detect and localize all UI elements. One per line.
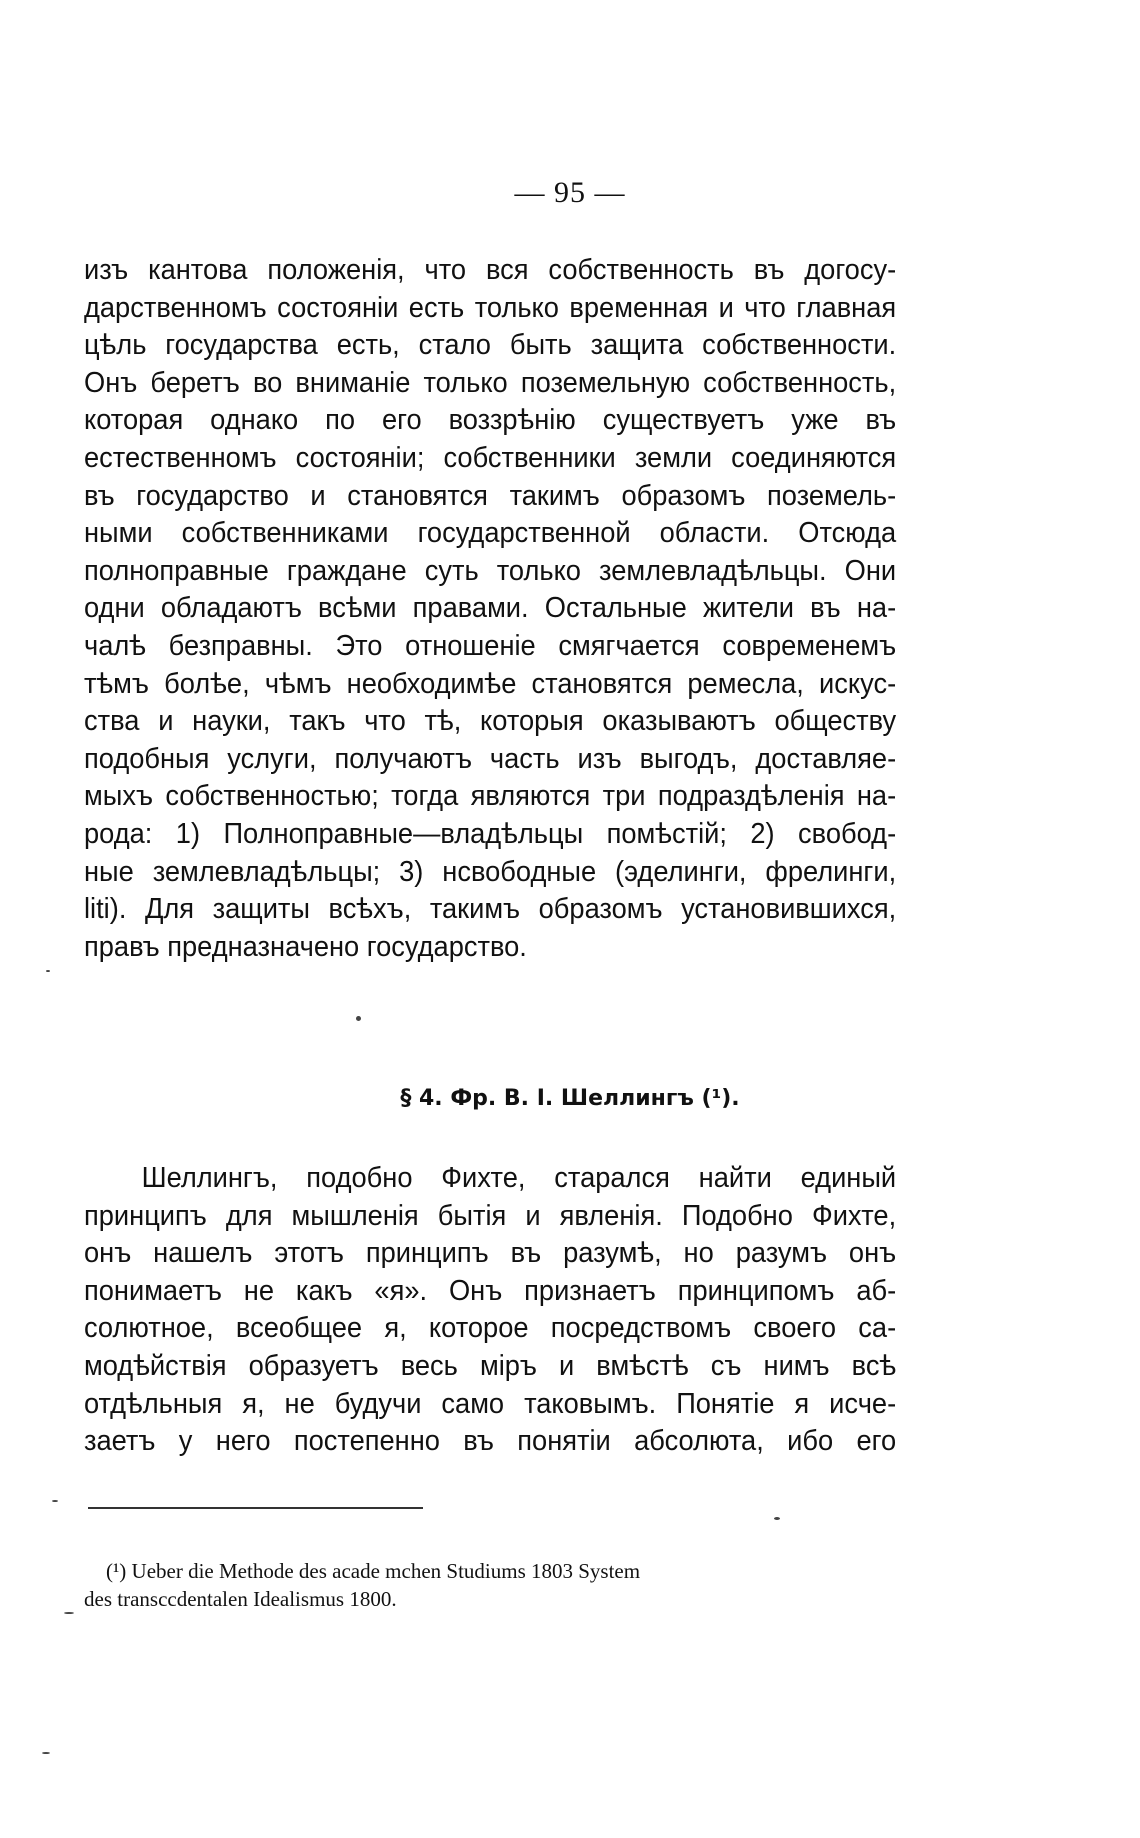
text-line: ства и науки, такъ что тѣ, которыя оказываютъ обществу	[84, 705, 897, 738]
page-number: — 95 —	[514, 176, 626, 209]
text-line: модѣйствія образуетъ весь міръ и вмѣстѣ съ нимъ всѣ	[84, 1349, 897, 1382]
text-line: мыхъ собственностью; тогда являются три подраздѣленія на-	[84, 780, 897, 813]
text-line: рода: 1) Полноправные—владѣльцы помѣстій; 2) свобод-	[84, 817, 897, 850]
text-line: дарственномъ состояніи есть только временная и что главная	[84, 291, 897, 324]
text-line: заетъ у него постепенно въ понятіи абсолюта, ибо его	[84, 1425, 897, 1458]
text-line: цѣль государства есть, стало быть защита собственности.	[84, 329, 897, 362]
text-line: Шеллингъ, подобно Фихте, старался найти единый	[141, 1162, 897, 1194]
text-line: естественномъ состояніи; собственники земли соединяются	[84, 441, 897, 474]
text-line: солютное, всеобщее я, которое посредствомъ своего са-	[84, 1312, 897, 1345]
footnote-line: des transcсdentalen Idealismus 1800.	[84, 1587, 397, 1611]
text-line: тѣмъ болѣе, чѣмъ необходимѣе становятся ремесла, искус-	[84, 667, 897, 700]
text-line: онъ нашелъ этотъ принципъ въ разумѣ, но разумъ онъ	[84, 1237, 897, 1270]
footnote	[84, 1557, 930, 1613]
print-speck	[774, 1517, 780, 1520]
print-speck	[52, 1500, 58, 1502]
print-speck	[46, 970, 50, 972]
text-line: ные землевладѣльцы; 3) нсвободные (эделинги, фрелинги,	[84, 855, 897, 888]
text-line: понимаетъ не какъ «я». Онъ признаетъ принципомъ аб-	[84, 1274, 897, 1307]
text-line: отдѣльныя я, не будучи само таковымъ. Понятіе я исче-	[84, 1387, 897, 1420]
print-speck	[64, 1612, 74, 1614]
print-speck	[356, 1016, 361, 1021]
text-line: въ государство и становятся такимъ образомъ поземель-	[84, 479, 897, 512]
text-line: Онъ беретъ во вниманіе только поземельную собственность,	[84, 366, 897, 399]
text-line: чалѣ безправны. Это отношеніе смягчается современемъ	[84, 629, 897, 662]
text-line: liti). Для защиты всѣхъ, такимъ образомъ установившихся,	[84, 893, 897, 926]
paragraph-schelling	[84, 1160, 896, 1461]
text-line: одни обладаютъ всѣми правами. Остальные жители въ на-	[84, 592, 897, 625]
text-line: изъ кантова положенія, что вся собственность въ догосу-	[84, 254, 897, 286]
text-line: правъ предназначено государство.	[84, 930, 527, 963]
section-heading	[0, 1086, 1140, 1111]
footnote-line: (¹) Ueber die Methode des acade mchen Studiums 1803 System	[106, 1559, 641, 1583]
footnote-reference: (¹).	[701, 1086, 740, 1111]
text-line: подобныя услуги, получаютъ часть изъ выгодъ, доставляе-	[84, 742, 897, 775]
footnote-divider	[88, 1507, 423, 1509]
print-speck	[42, 1752, 50, 1754]
text-line: принципъ для мышленія бытія и явленія. Подобно Фихте,	[84, 1199, 897, 1232]
text-line: полноправные граждане суть только землевладѣльцы. Они	[84, 554, 897, 587]
text-line: ными собственниками государственной области. Отсюда	[84, 517, 897, 550]
section-heading-text: § 4. Фр. В. І. Шеллингъ	[400, 1086, 694, 1111]
paragraph-kant-property	[84, 252, 896, 966]
text-line: которая однако по его воззрѣнію существуетъ уже въ	[84, 404, 897, 437]
